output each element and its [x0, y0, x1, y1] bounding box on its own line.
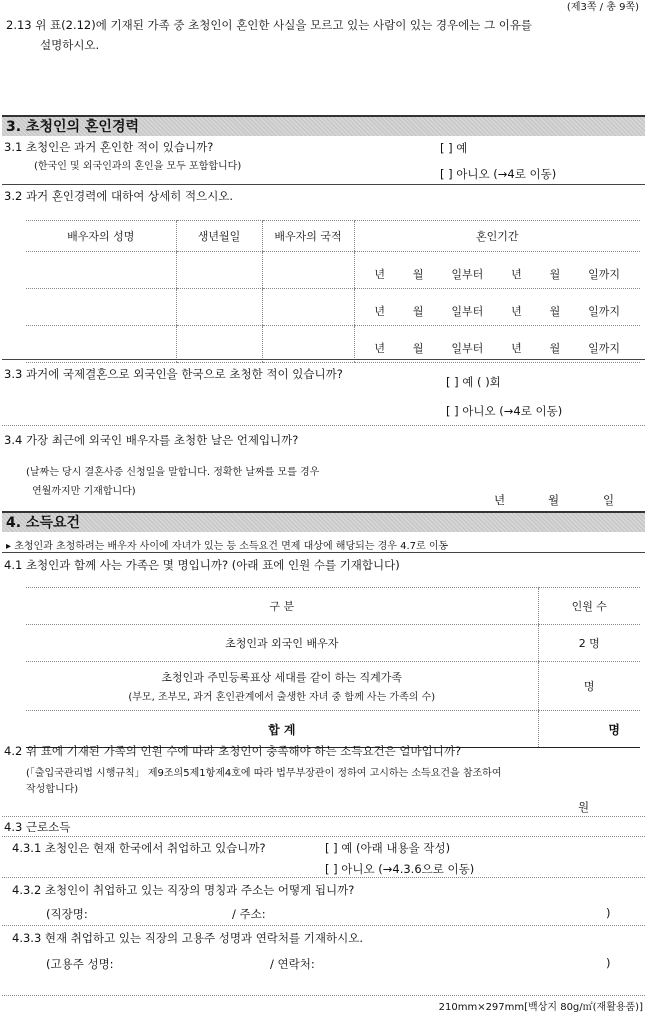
question-3-1-note: (한국인 및 외국인과의 혼인을 모두 포함합니다) [34, 161, 242, 172]
table-row [26, 662, 640, 711]
year-label: 년 [374, 268, 386, 281]
divider [2, 552, 645, 553]
divider [2, 925, 645, 926]
birthdate-cell[interactable] [176, 252, 262, 289]
day-from-label: 일부터 [451, 342, 484, 355]
question-4-2: 4.2 위 표에 기재된 가족의 인원 수에 따라 초청인이 충족해야 하는 소득요건은 얼마입니까? [4, 744, 462, 758]
period-cell[interactable] [354, 252, 640, 289]
birthdate-cell[interactable] [176, 289, 262, 326]
workplace-name-label: (직장명: [46, 907, 88, 921]
total-cell[interactable]: 명 [538, 711, 640, 748]
q3-1-yes-checkbox[interactable]: [ ] 예 [440, 141, 468, 155]
nationality-cell[interactable] [262, 326, 354, 363]
row-label [26, 662, 538, 711]
question-4-3-2: 4.3.2 초청인이 취업하고 있는 직장의 명칭과 주소는 어떻게 됩니까? [12, 883, 355, 897]
day-from-label: 일부터 [451, 305, 484, 318]
close-paren: ) [606, 956, 611, 970]
day-from-label: 일부터 [451, 268, 484, 281]
section-3-header [2, 115, 645, 136]
day-label: 일 [603, 493, 615, 507]
table-header-row [26, 588, 640, 625]
question-3-1: 3.1 초청인은 과거 혼인한 적이 있습니까? [4, 140, 214, 154]
close-paren: ) [606, 906, 611, 920]
birthdate-cell[interactable] [176, 326, 262, 363]
question-4-2-note-cont: 작성합니다) [26, 784, 79, 795]
period-cell[interactable] [354, 326, 640, 363]
question-4-1: 4.1 초청인과 함께 사는 가족은 몇 명입니까? (아래 표에 인원 수를 기재합니다) [4, 558, 400, 572]
answer-2-13-field[interactable] [40, 60, 620, 112]
divider [2, 816, 645, 817]
question-3-3: 3.3 과거에 국제결혼으로 외국인을 한국으로 초청한 적이 있습니까? [4, 367, 343, 381]
row-label: 초청인과 외국인 배우자 [26, 625, 538, 662]
month-label: 월 [549, 268, 561, 281]
month-label: 월 [412, 268, 424, 281]
year-label: 년 [511, 268, 522, 281]
question-4-2-note: (「출입국관리법 시행규칙」 제9조의5제1항제4호에 따라 법무부장관이 정하여 고시하는 소득요건을 참조하여 [26, 768, 502, 779]
day-to-label: 일까지 [588, 268, 621, 281]
year-label: 년 [374, 342, 386, 355]
question-3-2: 3.2 과거 혼인경력에 대하여 상세히 적으시오. [4, 189, 234, 203]
table-row [26, 625, 640, 662]
question-3-4-note-cont: 연월까지만 기재합니다) [32, 486, 136, 497]
total-label: 합 계 [26, 711, 538, 748]
q4-3-1-no-checkbox[interactable]: [ ] 아니오 (→4.3.6으로 이동) [325, 862, 475, 876]
won-unit: 원 [578, 800, 590, 814]
row-label-sub: (부모, 조부모, 과거 혼인관계에서 출생한 자녀 중 함께 사는 가족의 수) [128, 692, 436, 703]
section-4-title: 4. 소득요건 [6, 515, 81, 531]
table-header-row [26, 221, 640, 252]
total-row [26, 711, 640, 748]
count-cell[interactable]: 2 명 [538, 625, 640, 662]
period-cell[interactable] [354, 289, 640, 326]
divider [2, 836, 645, 837]
page-number: (제3쪽 / 총 9쪽) [566, 2, 639, 13]
exemption-note: ▸ 초청인과 초청하려는 배우자 사이에 자녀가 있는 등 소득요건 면제 대상에 해당되는 경우 4.7로 이동 [6, 541, 449, 552]
question-4-3-3: 4.3.3 현재 취업하고 있는 직장의 고용주 성명과 연락처를 기재하시오. [12, 931, 363, 945]
col-header-count: 인원 수 [538, 588, 640, 625]
q3-3-yes-checkbox[interactable]: [ ] 예 ( )회 [446, 375, 501, 389]
q3-3-no-checkbox[interactable]: [ ] 아니오 (→4로 이동) [446, 404, 563, 418]
divider [2, 995, 645, 996]
spouse-name-cell[interactable] [26, 289, 176, 326]
q3-1-no-checkbox[interactable]: [ ] 아니오 (→4로 이동) [440, 167, 557, 181]
col-header-nationality: 배우자의 국적 [262, 221, 354, 252]
nationality-cell[interactable] [262, 289, 354, 326]
divider [2, 877, 645, 878]
month-label: 월 [412, 305, 424, 318]
divider [2, 359, 645, 360]
year-label: 년 [511, 305, 522, 318]
year-label: 년 [494, 493, 506, 507]
divider [2, 184, 645, 185]
col-header-spouse-name: 배우자의 성명 [26, 221, 176, 252]
year-label: 년 [511, 342, 522, 355]
month-label: 월 [412, 342, 424, 355]
question-4-3-1: 4.3.1 초청인은 현재 한국에서 취업하고 있습니까? [12, 841, 266, 855]
divider [2, 425, 645, 426]
question-2-13-cont: 설명하시오. [40, 38, 100, 52]
col-header-marriage-period: 혼인기간 [354, 221, 640, 252]
col-header-category: 구 분 [26, 588, 538, 625]
question-4-3: 4.3 근로소득 [4, 820, 71, 834]
question-2-13: 2.13 위 표(2.12)에 기재된 가족 중 초청인이 혼인한 사실을 모르고 있는 사람이 있는 경우에는 그 이유를 [6, 18, 533, 32]
spouse-name-cell[interactable] [26, 252, 176, 289]
table-row [26, 252, 640, 289]
employer-contact-label: / 연락처: [270, 957, 315, 971]
section-3-title: 3. 초청인의 혼인경력 [6, 119, 139, 135]
month-label: 월 [549, 305, 561, 318]
year-label: 년 [374, 305, 386, 318]
col-header-birthdate: 생년월일 [176, 221, 262, 252]
household-table [26, 587, 640, 748]
workplace-address-label: / 주소: [232, 907, 266, 921]
day-to-label: 일까지 [588, 342, 621, 355]
month-label: 월 [549, 342, 561, 355]
table-row [26, 289, 640, 326]
section-4-header [2, 511, 645, 532]
row-label-main: 초청인과 주민등록표상 세대를 같이 하는 직계가족 [161, 671, 403, 684]
question-3-4: 3.4 가장 최근에 외국인 배우자를 초청한 날은 언제입니까? [4, 433, 299, 447]
day-to-label: 일까지 [588, 305, 621, 318]
marriage-history-table [26, 220, 640, 363]
table-row [26, 326, 640, 363]
paper-spec-footer: 210mm×297mm[백상지 80g/㎡(재활용품)] [438, 1002, 643, 1013]
nationality-cell[interactable] [262, 252, 354, 289]
month-label: 월 [548, 493, 560, 507]
question-3-4-note: (날짜는 당시 결혼사증 신청일을 말합니다. 정확한 날짜를 모를 경우 [26, 467, 320, 478]
q4-3-1-yes-checkbox[interactable]: [ ] 예 (아래 내용을 작성) [325, 841, 451, 855]
employer-name-label: (고용주 성명: [46, 957, 114, 971]
spouse-name-cell[interactable] [26, 326, 176, 363]
count-cell[interactable]: 명 [538, 662, 640, 711]
